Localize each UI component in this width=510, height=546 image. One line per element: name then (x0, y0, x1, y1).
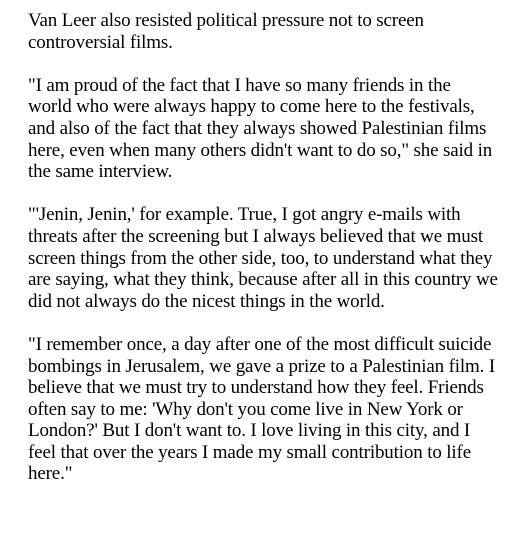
article-paragraph: "'Jenin, Jenin,' for example. True, I got angry e-mails with threats after the screening but I always believed that we must screen things from the other side, too, to understand what they are saying, what they think, because after all in this country we did not always do the nicest things in the world. (28, 204, 498, 312)
article-body (28, 10, 498, 485)
article-paragraph: "I remember once, a day after one of the most difficult suicide bombings in Jerusalem, we gave a prize to a Palestinian film. I believe that we must try to understand how they feel. Friends often say to me: 'Why don't you come live in New York or London?' But I don't want to. I love living in this city, and I feel that over the years I made my small contribution to life here." (28, 333, 496, 485)
article-paragraph: Van Leer also resisted political pressure not to screen controversial films. (28, 10, 424, 53)
article-paragraph: "I am proud of the fact that I have so many friends in the world who were always happy to come here to the festivals, and also of the fact that they always showed Palestinian films here, even when many others didn't want to do so," she said in the same interview. (28, 74, 493, 183)
